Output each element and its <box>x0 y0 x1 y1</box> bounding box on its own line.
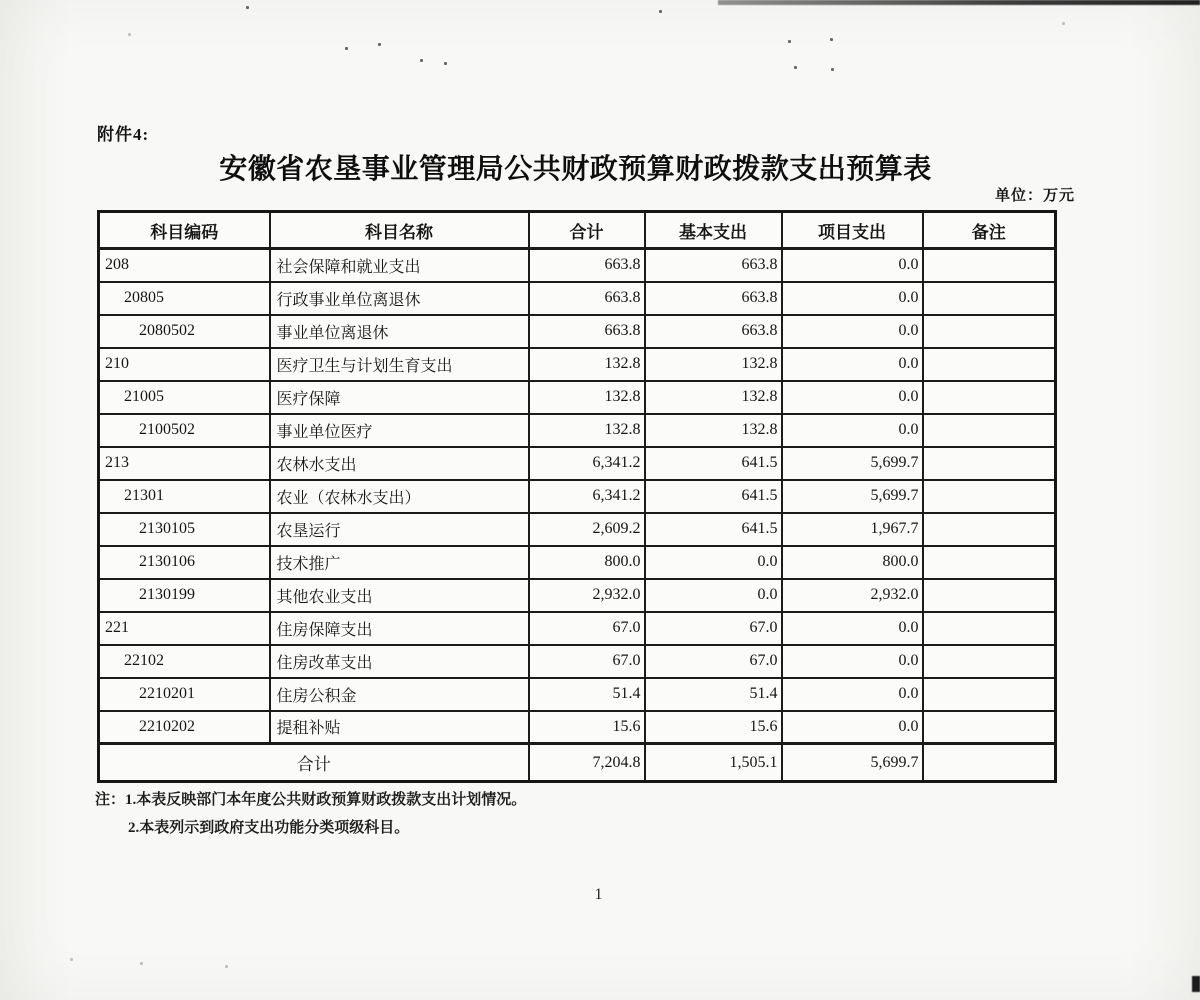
project-expenditure-cell: 0.0 <box>782 612 923 645</box>
remark-cell <box>923 414 1056 447</box>
project-expenditure-cell: 0.0 <box>782 249 923 282</box>
remark-cell <box>923 546 1056 579</box>
table-row <box>99 579 1056 612</box>
scan-artifact <box>444 62 447 65</box>
project-expenditure-cell: 0.0 <box>782 381 923 414</box>
name-cell: 事业单位医疗 <box>270 414 529 447</box>
scan-artifact <box>345 47 348 50</box>
budget-table <box>97 210 1057 783</box>
remark-cell <box>923 678 1056 711</box>
name-cell: 技术推广 <box>270 546 529 579</box>
scan-artifact <box>788 40 791 43</box>
code-cell: 20805 <box>99 282 270 315</box>
scan-artifact <box>140 962 143 965</box>
total-cell: 15.6 <box>529 711 645 744</box>
table-row <box>99 249 1056 282</box>
scan-artifact <box>718 0 1200 5</box>
table-header-row <box>99 212 1056 249</box>
basic-expenditure-cell: 663.8 <box>645 282 782 315</box>
remark-cell <box>923 579 1056 612</box>
code-cell: 208 <box>99 249 270 282</box>
grand-total-label: 合计 <box>99 744 529 782</box>
table-row <box>99 612 1056 645</box>
note-line-2: 2.本表列示到政府支出功能分类项级科目。 <box>128 820 410 836</box>
name-cell: 其他农业支出 <box>270 579 529 612</box>
project-expenditure-cell: 1,967.7 <box>782 513 923 546</box>
name-cell: 医疗保障 <box>270 381 529 414</box>
name-cell: 医疗卫生与计划生育支出 <box>270 348 529 381</box>
name-cell: 提租补贴 <box>270 711 529 744</box>
project-expenditure-cell: 0.0 <box>782 645 923 678</box>
page-number: 1 <box>594 886 603 903</box>
remark-cell <box>923 282 1056 315</box>
basic-expenditure-cell: 132.8 <box>645 381 782 414</box>
project-expenditure-cell: 0.0 <box>782 315 923 348</box>
remark-cell <box>923 645 1056 678</box>
table-row <box>99 480 1056 513</box>
remark-cell <box>923 249 1056 282</box>
total-cell: 6,341.2 <box>529 447 645 480</box>
code-cell: 21005 <box>99 381 270 414</box>
table-row <box>99 546 1056 579</box>
total-cell: 132.8 <box>529 381 645 414</box>
column-header-1: 科目名称 <box>270 212 529 249</box>
grand-remark-cell <box>923 744 1056 782</box>
unit-label: 单位：万元 <box>994 188 1075 204</box>
basic-expenditure-cell: 132.8 <box>645 414 782 447</box>
name-cell: 农垦运行 <box>270 513 529 546</box>
table-row <box>99 282 1056 315</box>
name-cell: 农林水支出 <box>270 447 529 480</box>
table-row <box>99 678 1056 711</box>
basic-expenditure-cell: 51.4 <box>645 678 782 711</box>
scan-artifact <box>420 59 423 62</box>
total-cell: 663.8 <box>529 282 645 315</box>
basic-expenditure-cell: 641.5 <box>645 480 782 513</box>
project-expenditure-cell: 0.0 <box>782 282 923 315</box>
attachment-label: 附件4: <box>97 125 150 144</box>
column-header-2: 合计 <box>529 212 645 249</box>
basic-expenditure-cell: 641.5 <box>645 513 782 546</box>
remark-cell <box>923 612 1056 645</box>
scan-artifact <box>794 66 797 69</box>
total-cell: 67.0 <box>529 645 645 678</box>
scan-artifact <box>70 958 73 961</box>
grand-total-row <box>99 744 1056 782</box>
remark-cell <box>923 513 1056 546</box>
grand-total-cell: 7,204.8 <box>529 744 645 782</box>
code-cell: 213 <box>99 447 270 480</box>
project-expenditure-cell: 0.0 <box>782 414 923 447</box>
remark-cell <box>923 381 1056 414</box>
code-cell: 221 <box>99 612 270 645</box>
basic-expenditure-cell: 663.8 <box>645 315 782 348</box>
code-cell: 2130105 <box>99 513 270 546</box>
scan-artifact <box>246 6 249 9</box>
project-expenditure-cell: 5,699.7 <box>782 480 923 513</box>
scan-artifact <box>378 43 381 46</box>
name-cell: 农业（农林水支出） <box>270 480 529 513</box>
basic-expenditure-cell: 132.8 <box>645 348 782 381</box>
code-cell: 22102 <box>99 645 270 678</box>
total-cell: 132.8 <box>529 414 645 447</box>
name-cell: 行政事业单位离退休 <box>270 282 529 315</box>
project-expenditure-cell: 0.0 <box>782 711 923 744</box>
total-cell: 6,341.2 <box>529 480 645 513</box>
scan-artifact <box>128 33 131 36</box>
name-cell: 社会保障和就业支出 <box>270 249 529 282</box>
code-cell: 2130106 <box>99 546 270 579</box>
basic-expenditure-cell: 15.6 <box>645 711 782 744</box>
code-cell: 2130199 <box>99 579 270 612</box>
total-cell: 132.8 <box>529 348 645 381</box>
remark-cell <box>923 447 1056 480</box>
code-cell: 2080502 <box>99 315 270 348</box>
column-header-4: 项目支出 <box>782 212 923 249</box>
total-cell: 2,932.0 <box>529 579 645 612</box>
total-cell: 663.8 <box>529 315 645 348</box>
scan-artifact <box>225 965 228 968</box>
scan-artifact <box>1062 22 1065 25</box>
remark-cell <box>923 315 1056 348</box>
note-line-1: 注：1.本表反映部门本年度公共财政预算财政拨款支出计划情况。 <box>95 792 527 808</box>
total-cell: 800.0 <box>529 546 645 579</box>
remark-cell <box>923 480 1056 513</box>
column-header-3: 基本支出 <box>645 212 782 249</box>
basic-expenditure-cell: 67.0 <box>645 612 782 645</box>
table-row <box>99 711 1056 744</box>
name-cell: 事业单位离退休 <box>270 315 529 348</box>
column-header-0: 科目编码 <box>99 212 270 249</box>
total-cell: 67.0 <box>529 612 645 645</box>
table-row <box>99 645 1056 678</box>
scan-artifact <box>831 68 834 71</box>
column-header-5: 备注 <box>923 212 1056 249</box>
table-row <box>99 381 1056 414</box>
grand-project-cell: 5,699.7 <box>782 744 923 782</box>
table-row <box>99 447 1056 480</box>
remark-cell <box>923 348 1056 381</box>
name-cell: 住房保障支出 <box>270 612 529 645</box>
table-row <box>99 414 1056 447</box>
total-cell: 51.4 <box>529 678 645 711</box>
scan-artifact <box>1192 976 1200 992</box>
grand-basic-cell: 1,505.1 <box>645 744 782 782</box>
basic-expenditure-cell: 0.0 <box>645 546 782 579</box>
basic-expenditure-cell: 663.8 <box>645 249 782 282</box>
basic-expenditure-cell: 641.5 <box>645 447 782 480</box>
basic-expenditure-cell: 67.0 <box>645 645 782 678</box>
code-cell: 2100502 <box>99 414 270 447</box>
code-cell: 2210202 <box>99 711 270 744</box>
project-expenditure-cell: 0.0 <box>782 678 923 711</box>
project-expenditure-cell: 800.0 <box>782 546 923 579</box>
project-expenditure-cell: 5,699.7 <box>782 447 923 480</box>
code-cell: 210 <box>99 348 270 381</box>
scan-artifact <box>830 38 833 41</box>
basic-expenditure-cell: 0.0 <box>645 579 782 612</box>
name-cell: 住房改革支出 <box>270 645 529 678</box>
remark-cell <box>923 711 1056 744</box>
scan-artifact <box>659 10 662 13</box>
project-expenditure-cell: 2,932.0 <box>782 579 923 612</box>
name-cell: 住房公积金 <box>270 678 529 711</box>
footnotes <box>95 788 526 837</box>
table-row <box>99 513 1056 546</box>
code-cell: 2210201 <box>99 678 270 711</box>
code-cell: 21301 <box>99 480 270 513</box>
total-cell: 663.8 <box>529 249 645 282</box>
table-row <box>99 348 1056 381</box>
total-cell: 2,609.2 <box>529 513 645 546</box>
project-expenditure-cell: 0.0 <box>782 348 923 381</box>
table-row <box>99 315 1056 348</box>
document-title: 安徽省农垦事业管理局公共财政预算财政拨款支出预算表 <box>219 154 932 185</box>
